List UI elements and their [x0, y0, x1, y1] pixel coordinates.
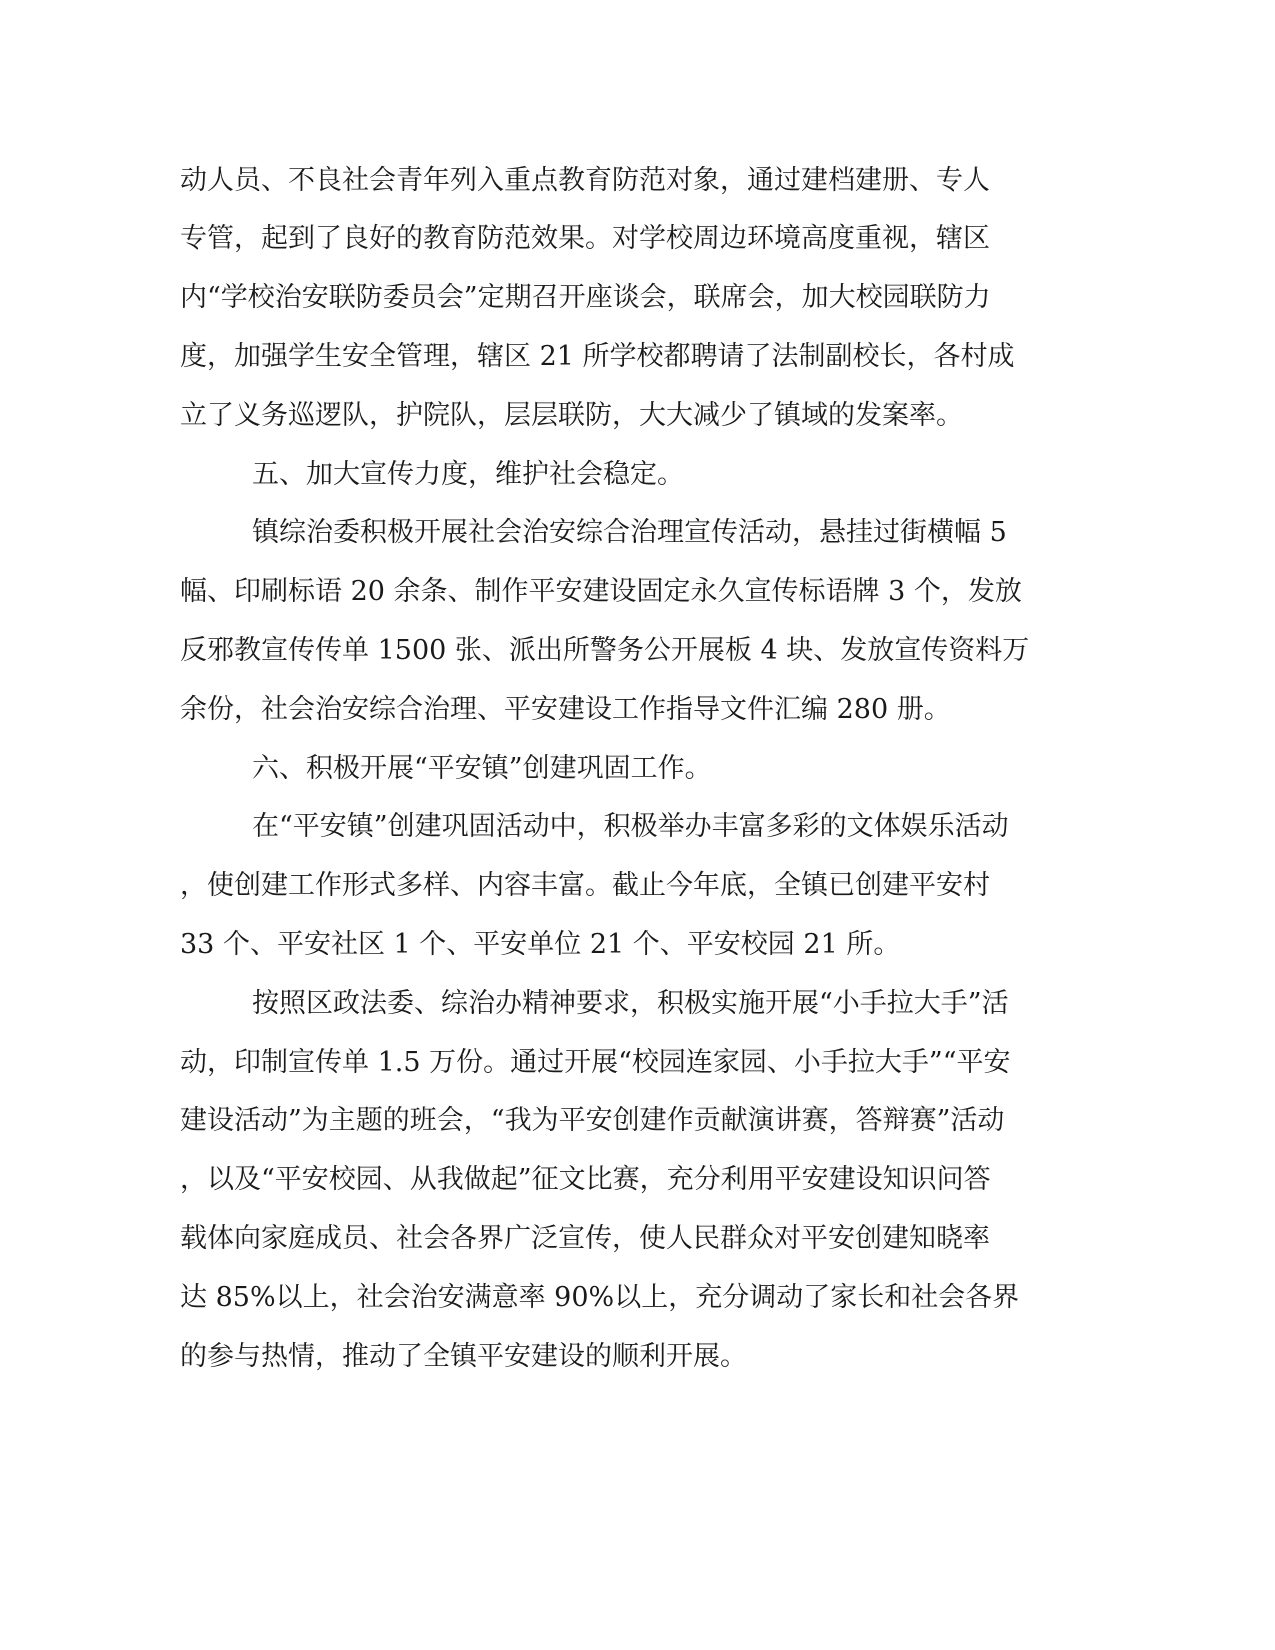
text-line: 达 85%以上，社会治安满意率 90%以上，充分调动了家长和社会各界 [180, 1282, 1020, 1313]
text-line: ，以及“平安校园、从我做起”征文比赛，充分利用平安建设知识问答 [180, 1164, 991, 1195]
text-line: 的参与热情，推动了全镇平安建设的顺利开展。 [180, 1341, 747, 1372]
text-line: 反邪教宣传传单 1500 张、派出所警务公开展板 4 块、发放宣传资料万 [180, 635, 1030, 666]
text-line: 幅、印刷标语 20 余条、制作平安建设固定永久宣传标语牌 3 个，发放 [180, 576, 1022, 607]
text-line: 立了义务巡逻队，护院队，层层联防，大大减少了镇域的发案率。 [180, 400, 963, 431]
text-line: 镇综治委积极开展社会治安综合治理宣传活动，悬挂过街横幅 5 [252, 517, 1007, 548]
text-line: 余份，社会治安综合治理、平安建设工作指导文件汇编 280 册。 [180, 694, 951, 725]
text-line: ，使创建工作形式多样、内容丰富。截止今年底，全镇已创建平安村 [180, 870, 990, 901]
text-line: 内“学校治安联防委员会”定期召开座谈会，联席会，加大校园联防力 [180, 282, 991, 313]
text-line: 按照区政法委、综治办精神要求，积极实施开展“小手拉大手”活 [252, 988, 1009, 1019]
text-line: 在“平安镇”创建巩固活动中，积极举办丰富多彩的文体娱乐活动 [252, 811, 1009, 842]
text-line: 33 个、平安社区 1 个、平安单位 21 个、平安校园 21 所。 [180, 929, 901, 960]
text-line: 动人员、不良社会青年列入重点教育防范对象，通过建档建册、专人 [180, 165, 990, 196]
section-heading: 五、加大宣传力度，维护社会稳定。 [252, 459, 684, 490]
text-line: 动，印制宣传单 1.5 万份。通过开展“校园连家园、小手拉大手”“平安 [180, 1047, 1011, 1078]
text-line: 载体向家庭成员、社会各界广泛宣传，使人民群众对平安创建知晓率 [180, 1223, 990, 1254]
text-line: 专管，起到了良好的教育防范效果。对学校周边环境高度重视，辖区 [180, 223, 990, 254]
text-line: 度，加强学生安全管理，辖区 21 所学校都聘请了法制副校长，各村成 [180, 341, 1015, 372]
section-heading: 六、积极开展“平安镇”创建巩固工作。 [252, 753, 712, 784]
text-line: 建设活动”为主题的班会，“我为平安创建作贡献演讲赛，答辩赛”活动 [180, 1105, 1005, 1136]
